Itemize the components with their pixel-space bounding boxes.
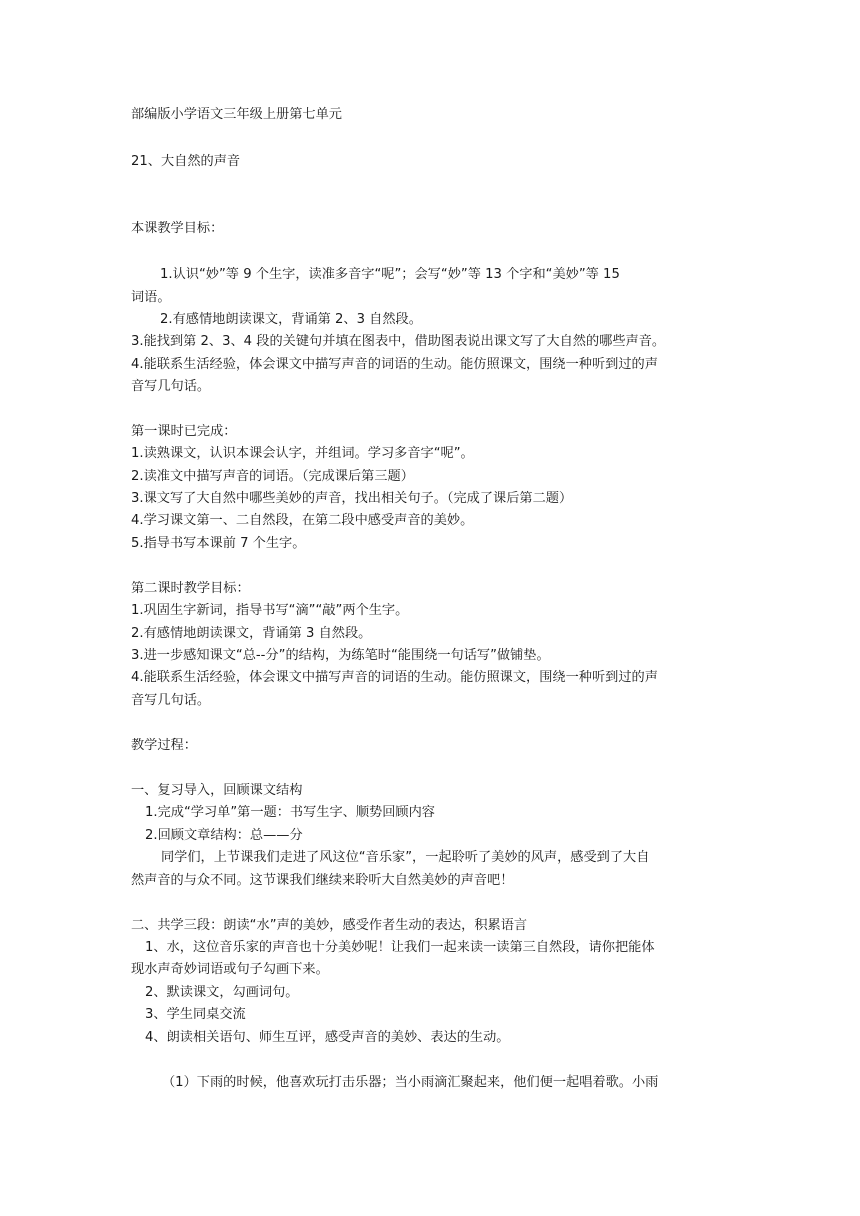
section-2-step-1-line-1: 1、水，这位音乐家的声音也十分美妙呢！让我们一起来读一读第三自然段，请你把能体 [145,940,655,955]
process-heading: 教学过程： [131,738,197,753]
first-lesson-item-1: 1.读熟课文，认识本课会认字，并组词。学习多音字“呢”。 [131,446,474,461]
second-lesson-item-3: 3.进一步感知课文“总--分”的结构，为练笔时“能围绕一句话写”做铺垫。 [131,648,550,663]
document-header: 部编版小学语文三年级上册第七单元 [131,107,342,122]
second-lesson-item-1: 1.巩固生字新词，指导书写“滴”“敲”两个生字。 [131,603,409,618]
objective-2: 2.有感情地朗读课文，背诵第 2、3 自然段。 [160,312,422,327]
section-2-step-1-line-2: 现水声奇妙词语或句子勾画下来。 [131,962,329,977]
section-2-step-3: 3、学生同桌交流 [145,1007,246,1022]
second-lesson-item-4-line-1: 4.能联系生活经验，体会课文中描写声音的词语的生动。能仿照课文，围绕一种听到过的声 [131,670,658,685]
section-1-paragraph-line-2: 然声音的与众不同。这节课我们继续来聆听大自然美妙的声音吧！ [131,873,514,888]
second-lesson-item-2: 2.有感情地朗读课文，背诵第 3 自然段。 [131,626,372,641]
section-2-step-2: 2、默读课文，勾画词句。 [145,985,299,1000]
first-lesson-item-4: 4.学习课文第一、二自然段，在第二段中感受声音的美妙。 [131,513,474,528]
objective-4-line-2: 音写几句话。 [131,379,211,394]
first-lesson-item-2: 2.读准文中描写声音的词语。（完成课后第三题） [131,469,414,484]
section-2-step-4: 4、朗读相关语句、师生互评，感受声音的美妙、表达的生动。 [145,1030,510,1045]
section-1-title: 一、复习导入，回顾课文结构 [131,783,303,798]
section-1-step-2: 2.回顾文章结构：总——分 [145,828,303,843]
section-1-step-1: 1.完成“学习单”第一题：书写生字、顺势回顾内容 [145,805,435,820]
objective-3: 3.能找到第 2、3、4 段的关键句并填在图表中，借助图表说出课文写了大自然的哪些声音。 [131,334,666,349]
section-2-title: 二、共学三段：朗读“水”声的美妙，感受作者生动的表达，积累语言 [131,918,528,933]
objective-1-line-2: 词语。 [131,290,171,305]
second-lesson-heading: 第二课时教学目标： [131,581,250,596]
second-lesson-item-4-line-2: 音写几句话。 [131,693,211,708]
first-lesson-item-3: 3.课文写了大自然中哪些美妙的声音，找出相关句子。（完成了课后第二题） [131,491,573,506]
first-lesson-item-5: 5.指导书写本课前 7 个生字。 [131,536,306,551]
first-lesson-heading: 第一课时已完成： [131,424,237,439]
objective-4-line-1: 4.能联系生活经验，体会课文中描写声音的词语的生动。能仿照课文，围绕一种听到过的声 [131,357,658,372]
section-1-paragraph-line-1: 同学们，上节课我们走进了风这位“音乐家”，一起聆听了美妙的风声，感受到了大自 [161,850,650,865]
lesson-title: 21、大自然的声音 [131,154,241,169]
objective-1-line-1: 1.认识“妙”等 9 个生字，读准多音字“呢”；会写“妙”等 13 个字和“美妙”等 15 [160,267,620,282]
objectives-heading: 本课教学目标： [131,221,224,236]
section-2-quote-line-1: （1）下雨的时候，他喜欢玩打击乐器；当小雨滴汇聚起来，他们便一起唱着歌。小雨 [162,1075,659,1090]
